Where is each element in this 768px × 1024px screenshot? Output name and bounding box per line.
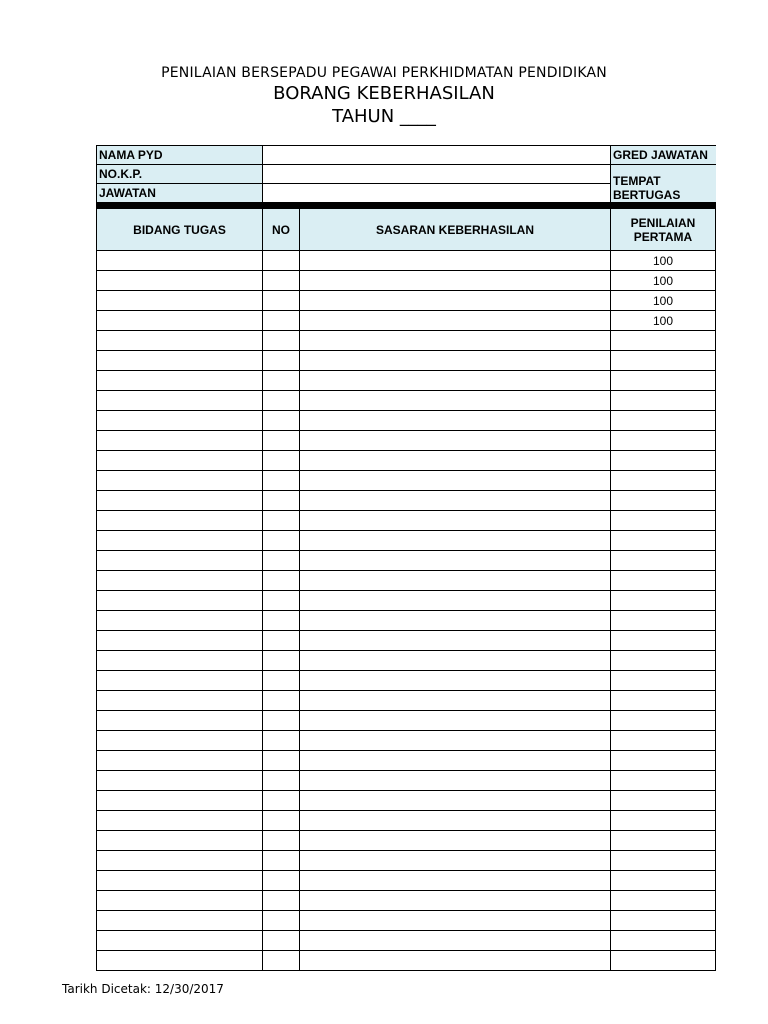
penilaian-cell[interactable] — [611, 391, 716, 411]
penilaian-cell[interactable] — [611, 891, 716, 911]
penilaian-cell[interactable] — [611, 951, 716, 971]
sasaran-cell[interactable] — [300, 471, 611, 491]
sasaran-cell[interactable] — [300, 911, 611, 931]
no-cell[interactable] — [263, 931, 300, 951]
penilaian-cell[interactable] — [611, 471, 716, 491]
table-row — [97, 871, 716, 891]
sasaran-cell[interactable] — [300, 791, 611, 811]
table-row — [97, 411, 716, 431]
no-cell[interactable] — [263, 751, 300, 771]
sasaran-cell[interactable] — [300, 351, 611, 371]
bidang-tugas-cell[interactable] — [97, 711, 263, 731]
table-row — [97, 751, 716, 771]
no-cell[interactable] — [263, 831, 300, 851]
penilaian-cell[interactable] — [611, 711, 716, 731]
bidang-tugas-cell[interactable] — [97, 431, 263, 451]
penilaian-cell[interactable] — [611, 651, 716, 671]
penilaian-cell[interactable] — [611, 371, 716, 391]
penilaian-cell[interactable] — [611, 931, 716, 951]
penilaian-cell[interactable] — [611, 731, 716, 751]
penilaian-cell[interactable] — [611, 611, 716, 631]
penilaian-cell[interactable] — [611, 811, 716, 831]
sasaran-cell[interactable] — [300, 491, 611, 511]
sasaran-cell[interactable] — [300, 871, 611, 891]
bidang-tugas-cell[interactable] — [97, 911, 263, 931]
bidang-tugas-cell[interactable] — [97, 311, 263, 331]
sasaran-cell[interactable] — [300, 591, 611, 611]
bidang-tugas-cell[interactable] — [97, 851, 263, 871]
bidang-tugas-cell[interactable] — [97, 511, 263, 531]
no-cell[interactable] — [263, 391, 300, 411]
no-cell[interactable] — [263, 451, 300, 471]
label-gred-jawatan: GRED JAWATAN — [611, 146, 716, 165]
nama-pyd-field[interactable] — [263, 146, 611, 165]
sasaran-cell[interactable] — [300, 391, 611, 411]
label-nokp: NO.K.P. — [97, 165, 263, 184]
penilaian-cell[interactable] — [611, 571, 716, 591]
penilaian-cell[interactable] — [611, 591, 716, 611]
sasaran-cell[interactable] — [300, 411, 611, 431]
sasaran-cell[interactable] — [300, 551, 611, 571]
table-row — [97, 311, 716, 331]
no-cell[interactable] — [263, 471, 300, 491]
sasaran-cell[interactable] — [300, 611, 611, 631]
bidang-tugas-cell[interactable] — [97, 891, 263, 911]
table-row — [97, 691, 716, 711]
penilaian-cell[interactable] — [611, 511, 716, 531]
sasaran-cell[interactable] — [300, 291, 611, 311]
no-cell[interactable] — [263, 571, 300, 591]
penilaian-cell[interactable] — [611, 791, 716, 811]
no-cell[interactable] — [263, 871, 300, 891]
table-row — [97, 771, 716, 791]
no-cell[interactable] — [263, 611, 300, 631]
table-row — [97, 471, 716, 491]
table-row — [97, 851, 716, 871]
no-cell[interactable] — [263, 331, 300, 351]
bidang-tugas-cell[interactable] — [97, 651, 263, 671]
sasaran-cell[interactable] — [300, 311, 611, 331]
no-cell[interactable] — [263, 651, 300, 671]
header-no: NO — [263, 209, 300, 251]
header-sasaran: SASARAN KEBERHASILAN — [300, 209, 611, 251]
table-row — [97, 591, 716, 611]
no-cell[interactable] — [263, 311, 300, 331]
sasaran-cell[interactable] — [300, 651, 611, 671]
no-cell[interactable] — [263, 791, 300, 811]
header-penilaian-pertama: PENILAIAN PERTAMA — [611, 209, 716, 251]
bidang-tugas-cell[interactable] — [97, 551, 263, 571]
no-cell[interactable] — [263, 531, 300, 551]
label-jawatan: JAWATAN — [97, 184, 263, 203]
no-cell[interactable] — [263, 711, 300, 731]
sasaran-cell[interactable] — [300, 331, 611, 351]
penilaian-cell[interactable] — [611, 491, 716, 511]
table-row — [97, 531, 716, 551]
table-row — [97, 491, 716, 511]
bidang-tugas-cell[interactable] — [97, 291, 263, 311]
penilaian-cell[interactable] — [611, 551, 716, 571]
penilaian-cell[interactable] — [611, 331, 716, 351]
penilaian-cell[interactable] — [611, 451, 716, 471]
sasaran-cell[interactable] — [300, 511, 611, 531]
penilaian-cell[interactable] — [611, 531, 716, 551]
penilaian-cell[interactable]: 100 — [611, 311, 716, 331]
table-row — [97, 271, 716, 291]
table-row — [97, 291, 716, 311]
table-row — [97, 831, 716, 851]
bidang-tugas-cell[interactable] — [97, 571, 263, 591]
table-row — [97, 611, 716, 631]
sasaran-cell[interactable] — [300, 751, 611, 771]
form-subtitle: PENILAIAN BERSEPADU PEGAWAI PERKHIDMATAN PENDIDIKAN — [161, 65, 607, 81]
bidang-tugas-cell[interactable] — [97, 951, 263, 971]
bidang-tugas-cell[interactable] — [97, 831, 263, 851]
penilaian-cell[interactable] — [611, 771, 716, 791]
table-row — [97, 931, 716, 951]
bidang-tugas-cell[interactable] — [97, 391, 263, 411]
table-row — [97, 451, 716, 471]
sasaran-cell[interactable] — [300, 371, 611, 391]
table-row — [97, 911, 716, 931]
sasaran-cell[interactable] — [300, 771, 611, 791]
sasaran-cell[interactable] — [300, 451, 611, 471]
table-row — [97, 571, 716, 591]
bidang-tugas-cell[interactable] — [97, 931, 263, 951]
table-row — [97, 891, 716, 911]
no-cell[interactable] — [263, 691, 300, 711]
table-row — [97, 631, 716, 651]
sasaran-cell[interactable] — [300, 731, 611, 751]
table-row — [97, 351, 716, 371]
sasaran-cell[interactable] — [300, 891, 611, 911]
penilaian-cell[interactable] — [611, 911, 716, 931]
no-cell[interactable] — [263, 411, 300, 431]
bidang-tugas-cell[interactable] — [97, 611, 263, 631]
table-row — [97, 371, 716, 391]
no-cell[interactable] — [263, 551, 300, 571]
penilaian-cell[interactable] — [611, 671, 716, 691]
bidang-tugas-cell[interactable] — [97, 871, 263, 891]
bidang-tugas-cell[interactable] — [97, 451, 263, 471]
penilaian-cell[interactable] — [611, 411, 716, 431]
form-title: BORANG KEBERHASILAN — [273, 83, 495, 104]
bidang-tugas-cell[interactable] — [97, 271, 263, 291]
no-cell[interactable] — [263, 771, 300, 791]
no-cell[interactable] — [263, 491, 300, 511]
label-nama-pyd: NAMA PYD — [97, 146, 263, 165]
sasaran-cell[interactable] — [300, 571, 611, 591]
sasaran-cell[interactable] — [300, 691, 611, 711]
bidang-tugas-cell[interactable] — [97, 691, 263, 711]
bidang-tugas-cell[interactable] — [97, 331, 263, 351]
header-bidang-tugas: BIDANG TUGAS — [97, 209, 263, 251]
bidang-tugas-cell[interactable] — [97, 251, 263, 271]
penilaian-cell[interactable] — [611, 831, 716, 851]
no-cell[interactable] — [263, 251, 300, 271]
no-cell[interactable] — [263, 591, 300, 611]
sasaran-cell[interactable] — [300, 431, 611, 451]
jawatan-field[interactable] — [263, 184, 611, 203]
no-cell[interactable] — [263, 291, 300, 311]
penilaian-cell[interactable] — [611, 851, 716, 871]
table-row — [97, 551, 716, 571]
printed-date: Tarikh Dicetak: 12/30/2017 — [62, 982, 224, 996]
no-cell[interactable] — [263, 911, 300, 931]
sasaran-cell[interactable] — [300, 711, 611, 731]
penilaian-cell[interactable]: 100 — [611, 291, 716, 311]
bidang-tugas-cell[interactable] — [97, 591, 263, 611]
bidang-tugas-cell[interactable] — [97, 671, 263, 691]
no-cell[interactable] — [263, 811, 300, 831]
no-cell[interactable] — [263, 851, 300, 871]
bidang-tugas-cell[interactable] — [97, 811, 263, 831]
table-row — [97, 651, 716, 671]
penilaian-cell[interactable] — [611, 631, 716, 651]
form-year: TAHUN ____ — [332, 106, 436, 127]
sasaran-cell[interactable] — [300, 811, 611, 831]
pyd-info-table — [96, 145, 716, 203]
bidang-tugas-cell[interactable] — [97, 371, 263, 391]
penilaian-cell[interactable]: 100 — [611, 251, 716, 271]
nokp-field[interactable] — [263, 165, 611, 184]
penilaian-cell[interactable] — [611, 751, 716, 771]
table-row — [97, 791, 716, 811]
table-row — [97, 711, 716, 731]
table-row — [97, 951, 716, 971]
bidang-tugas-cell[interactable] — [97, 411, 263, 431]
no-cell[interactable] — [263, 731, 300, 751]
bidang-tugas-cell[interactable] — [97, 731, 263, 751]
penilaian-cell[interactable] — [611, 431, 716, 451]
penilaian-cell[interactable] — [611, 691, 716, 711]
bidang-tugas-cell[interactable] — [97, 791, 263, 811]
no-cell[interactable] — [263, 371, 300, 391]
no-cell[interactable] — [263, 631, 300, 651]
penilaian-cell[interactable] — [611, 351, 716, 371]
no-cell[interactable] — [263, 671, 300, 691]
table-row — [97, 431, 716, 451]
sasaran-cell[interactable] — [300, 631, 611, 651]
sasaran-cell[interactable] — [300, 531, 611, 551]
no-cell[interactable] — [263, 271, 300, 291]
bidang-tugas-cell[interactable] — [97, 471, 263, 491]
no-cell[interactable] — [263, 351, 300, 371]
table-row — [97, 331, 716, 351]
sasaran-cell[interactable] — [300, 931, 611, 951]
table-row — [97, 511, 716, 531]
bidang-tugas-cell[interactable] — [97, 771, 263, 791]
table-row — [97, 811, 716, 831]
no-cell[interactable] — [263, 951, 300, 971]
sasaran-cell[interactable] — [300, 831, 611, 851]
no-cell[interactable] — [263, 511, 300, 531]
sasaran-cell[interactable] — [300, 271, 611, 291]
sasaran-cell[interactable] — [300, 251, 611, 271]
penilaian-cell[interactable]: 100 — [611, 271, 716, 291]
label-tempat-bertugas: TEMPAT BERTUGAS — [611, 165, 716, 203]
bidang-tugas-cell[interactable] — [97, 491, 263, 511]
bidang-tugas-cell[interactable] — [97, 751, 263, 771]
sasaran-cell[interactable] — [300, 671, 611, 691]
table-row — [97, 391, 716, 411]
sasaran-cell[interactable] — [300, 951, 611, 971]
table-row — [97, 671, 716, 691]
sasaran-cell[interactable] — [300, 851, 611, 871]
keberhasilan-table — [96, 208, 716, 971]
penilaian-cell[interactable] — [611, 871, 716, 891]
table-row — [97, 251, 716, 271]
table-row — [97, 731, 716, 751]
bidang-tugas-cell[interactable] — [97, 351, 263, 371]
bidang-tugas-cell[interactable] — [97, 631, 263, 651]
bidang-tugas-cell[interactable] — [97, 531, 263, 551]
no-cell[interactable] — [263, 431, 300, 451]
no-cell[interactable] — [263, 891, 300, 911]
